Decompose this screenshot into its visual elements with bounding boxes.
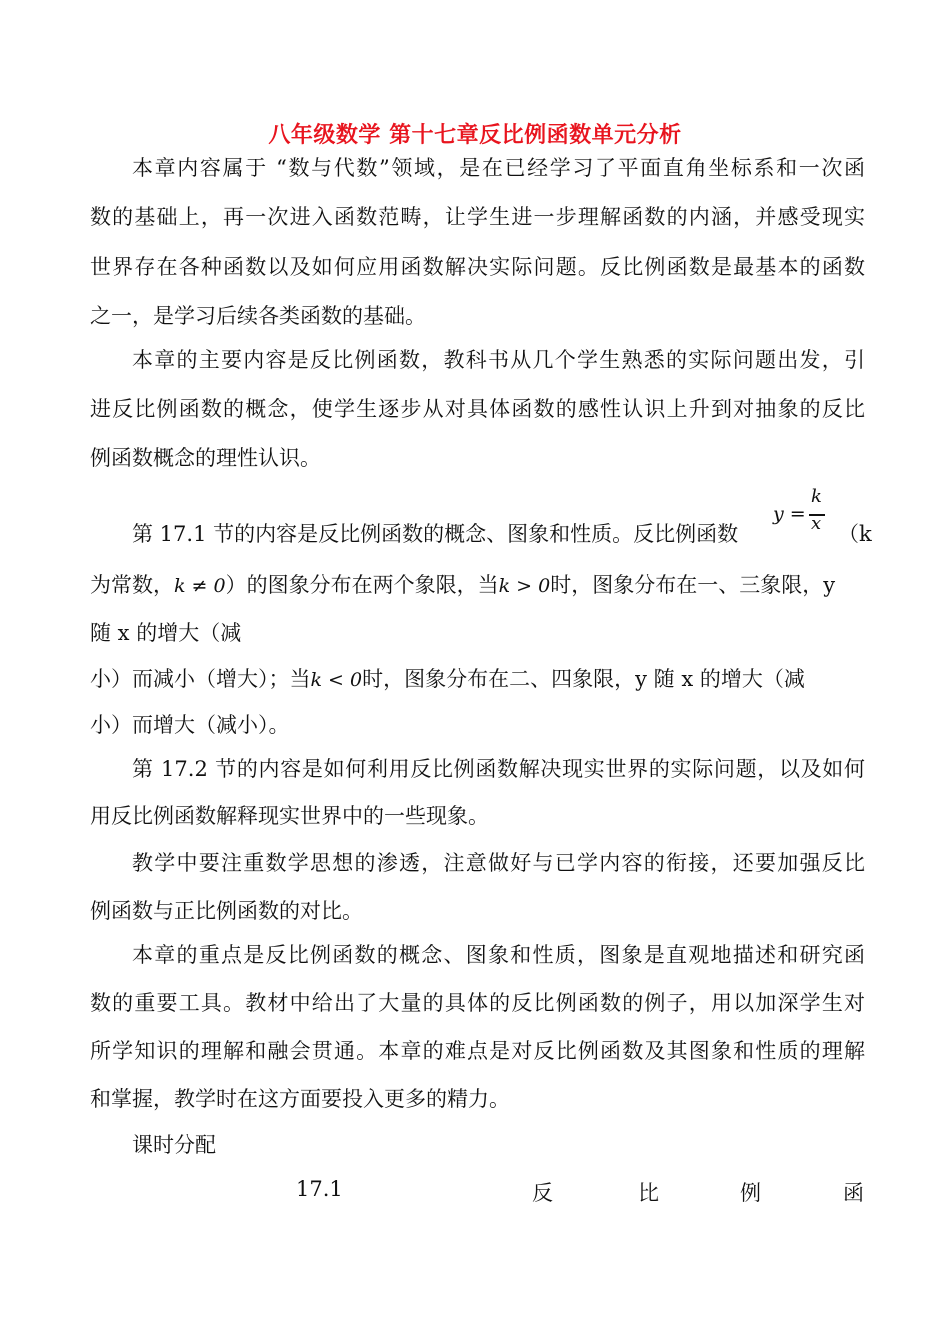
para1-line3: 世界存在各种函数以及如何应用函数解决实际问题。反比例函数是最基本的函数 [90,255,865,279]
para5-line2: 例函数与正比例函数的对比。 [90,899,363,923]
schedule-char-1: 反 [532,1181,553,1205]
formula-denominator: x [811,513,822,534]
para4-line2: 用反比例函数解释现实世界中的一些现象。 [90,804,489,828]
para6-line3: 所学知识的理解和融会贯通。本章的难点是对反比例函数及其图象和性质的理解 [90,1039,865,1063]
para4-line1: 第 17.2 节的内容是如何利用反比例函数解决现实世界的实际问题，以及如何 [132,757,865,781]
para3-line2-b: ）的图象分布在两个象限，当 [225,573,499,597]
k-greater-zero: k > 0 [498,575,551,597]
schedule-char-2: 比 [638,1181,659,1205]
para1-line4: 之一，是学习后续各类函数的基础。 [90,304,426,328]
schedule-char-4: 函 [843,1181,864,1205]
para3-line1 [132,520,865,548]
para6-line4: 和掌握，教学时在这方面要投入更多的精力。 [90,1087,510,1111]
k-less-zero: k < 0 [310,669,363,691]
para3-line3: 随 x 的增大（减 [90,621,242,645]
para3-line2-c: 时，图象分布在一、三象限，y [550,573,836,597]
para3-line2-a: 为常数， [90,573,174,597]
para6-line1: 本章的重点是反比例函数的概念、图象和性质，图象是直观地描述和研究函 [132,943,865,967]
formula-numerator: k [811,486,822,507]
formula-lhs: y = [773,503,806,525]
para1-line2: 数的基础上，再一次进入函数范畴，让学生进一步理解函数的内涵，并感受现实 [90,205,865,229]
schedule-section-number: 17.1 [296,1177,343,1201]
para1-line1: 本章内容属于 “数与代数”领域，是在已经学习了平面直角坐标系和一次函 [132,156,865,180]
inverse-function-formula [773,486,833,546]
document-title: 八年级数学 第十七章反比例函数单元分析 [268,123,682,148]
para2-line3: 例函数概念的理性认识。 [90,446,321,470]
para5-line1: 教学中要注重数学思想的渗透，注意做好与已学内容的衔接，还要加强反比 [132,851,865,875]
para3-line2 [90,571,865,600]
para6-line2: 数的重要工具。教材中给出了大量的具体的反比例函数的例子，用以加深学生对 [90,991,865,1015]
para3-line4-a: 小）而减小（增大）；当 [90,667,311,691]
para3-line5: 小）而增大（减小）。 [90,713,290,737]
para2-line2: 进反比例函数的概念，使学生逐步从对具体函数的感性认识上升到对抽象的反比 [90,397,865,421]
para3-line1-tail: （k [838,522,872,546]
para2-line1: 本章的主要内容是反比例函数，教科书从几个学生熟悉的实际问题出发，引 [132,348,865,372]
schedule-row [296,1177,866,1207]
schedule-heading: 课时分配 [132,1133,216,1157]
schedule-char-3: 例 [740,1181,761,1205]
k-not-zero: k ≠ 0 [174,575,226,597]
para3-line4 [90,665,865,694]
para3-line4-b: 时，图象分布在二、四象限，y 随 x 的增大（减 [362,667,805,691]
para3-line1-text: 第 17.1 节的内容是反比例函数的概念、图象和性质。反比例函数 [132,522,739,546]
